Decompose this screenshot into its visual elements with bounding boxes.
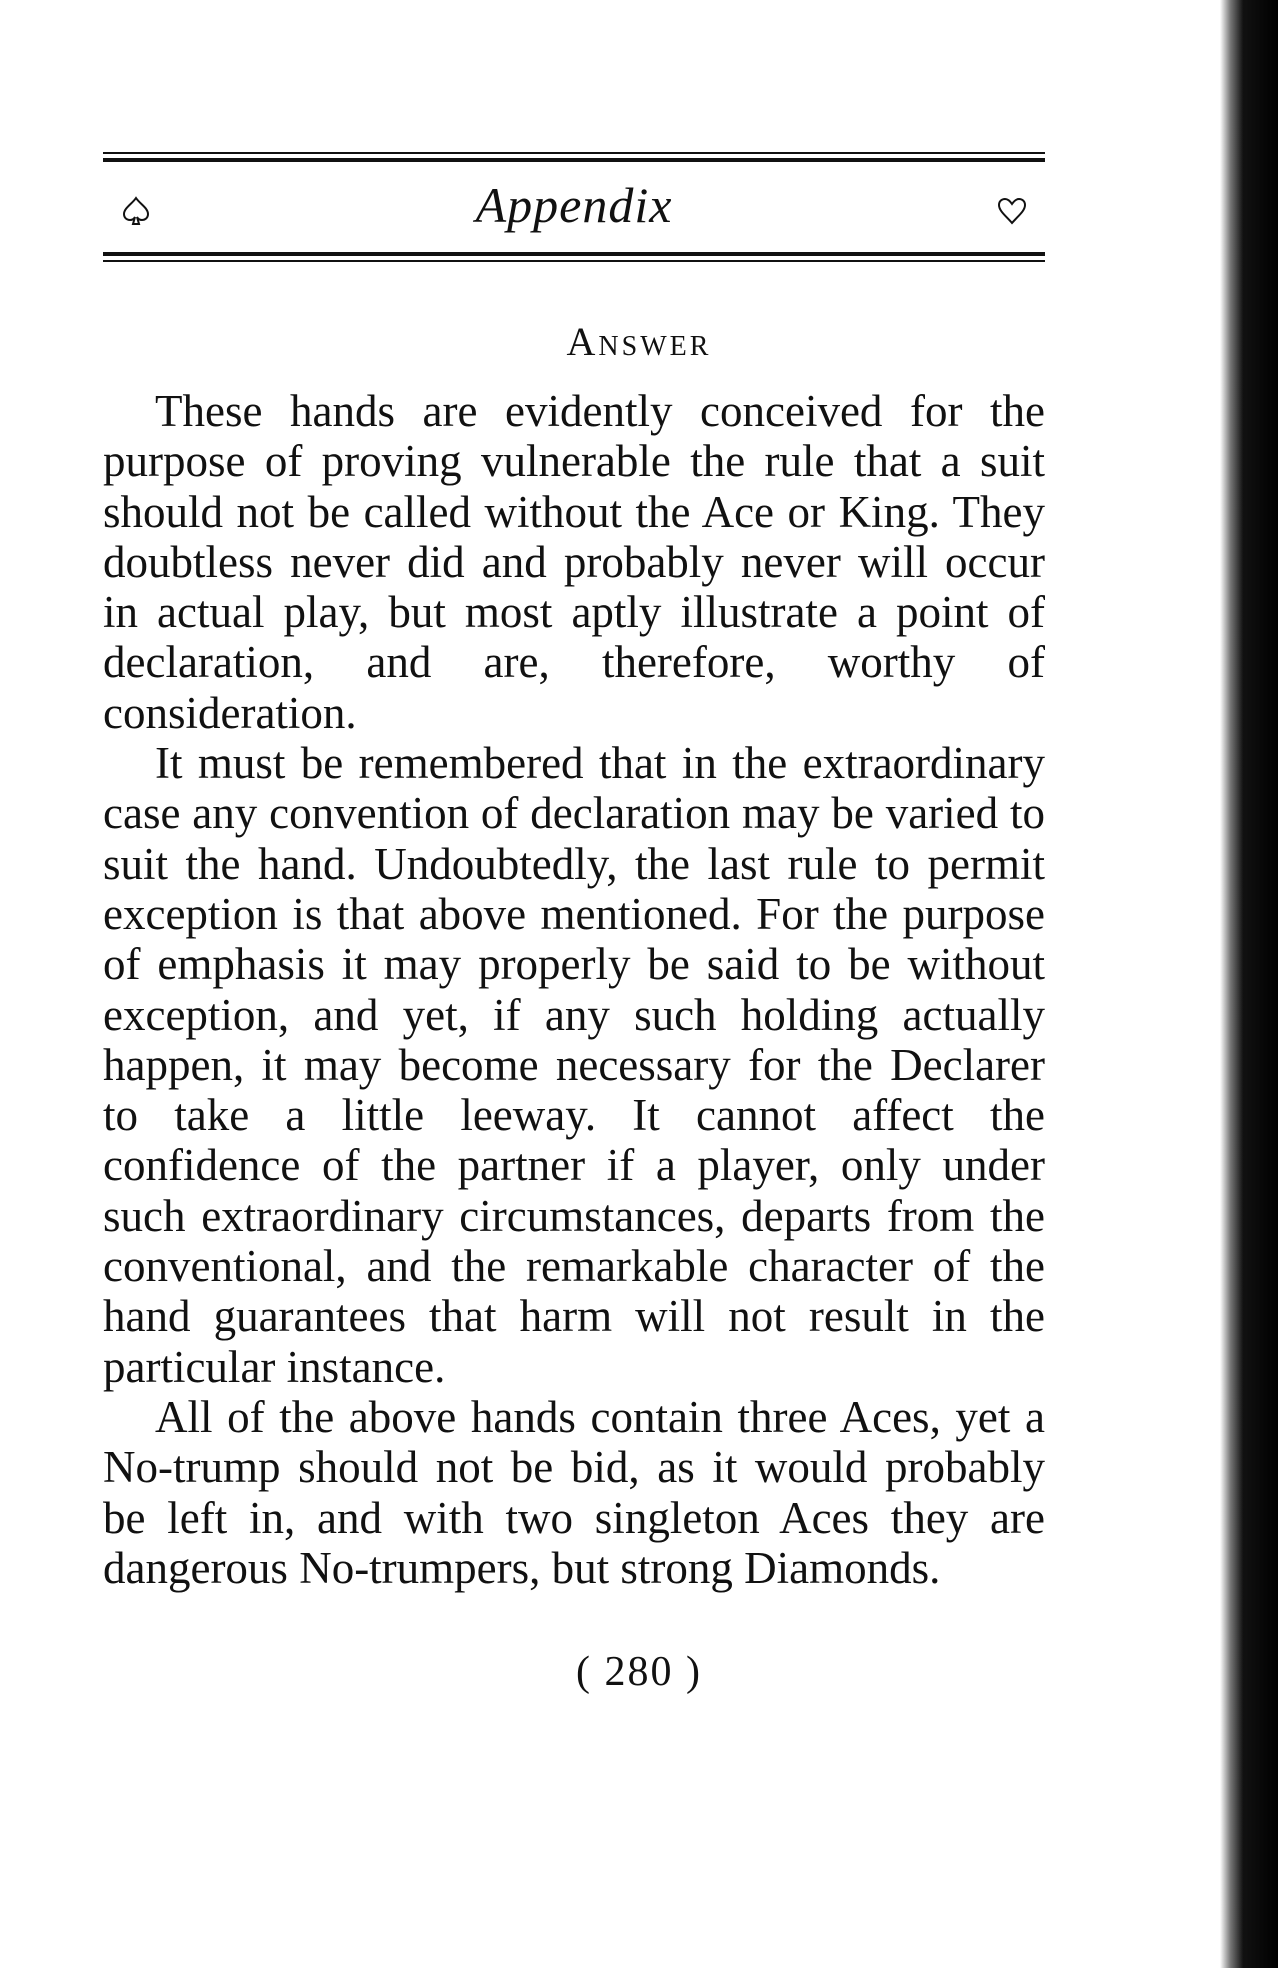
header-rule-top-thick bbox=[103, 158, 1045, 162]
page-number: ( 280 ) bbox=[576, 1649, 702, 1695]
section-heading: Answer bbox=[566, 319, 712, 364]
header-rule-bottom-thick bbox=[103, 252, 1045, 256]
running-title: Appendix bbox=[475, 177, 673, 233]
header-rule-bottom-thin bbox=[103, 260, 1045, 262]
body-text bbox=[103, 386, 1045, 1593]
paragraph: It must be remembered that in the extraordinary case any convention of declaration may be varied to suit the hand. Undoubtedly, the last rule to permit exception is that above mentioned. For the purpose of emphasis it may properly be said to be without exception, and yet, if any such holding actually happen, it may become necessary for the Declarer to take a little leeway. It cannot affect the confidence of the partner if a player, only under such extraordinary circumstances, departs from the conventional, and the remarkable character of the hand guarantees that harm will not result in the particular instance. bbox=[103, 738, 1045, 1392]
paragraph: These hands are evidently conceived for the purpose of proving vulnerable the rule that a suit should not be called without the Ace or King. They doubtless never did and probably never will occur in actual play, but most aptly illustrate a point of declaration, and are, therefore, worthy of consideration. bbox=[103, 386, 1045, 738]
header-rule-top-thin bbox=[103, 152, 1045, 154]
running-header bbox=[103, 172, 1045, 244]
scanned-page-edge bbox=[1220, 0, 1278, 1968]
paragraph: All of the above hands contain three Aces, yet a No-trump should not be bid, as it would probably be left in, and with two singleton Aces they are dangerous No-trumpers, but strong Diamonds. bbox=[103, 1391, 1045, 1593]
heart-outline-icon bbox=[997, 196, 1027, 226]
